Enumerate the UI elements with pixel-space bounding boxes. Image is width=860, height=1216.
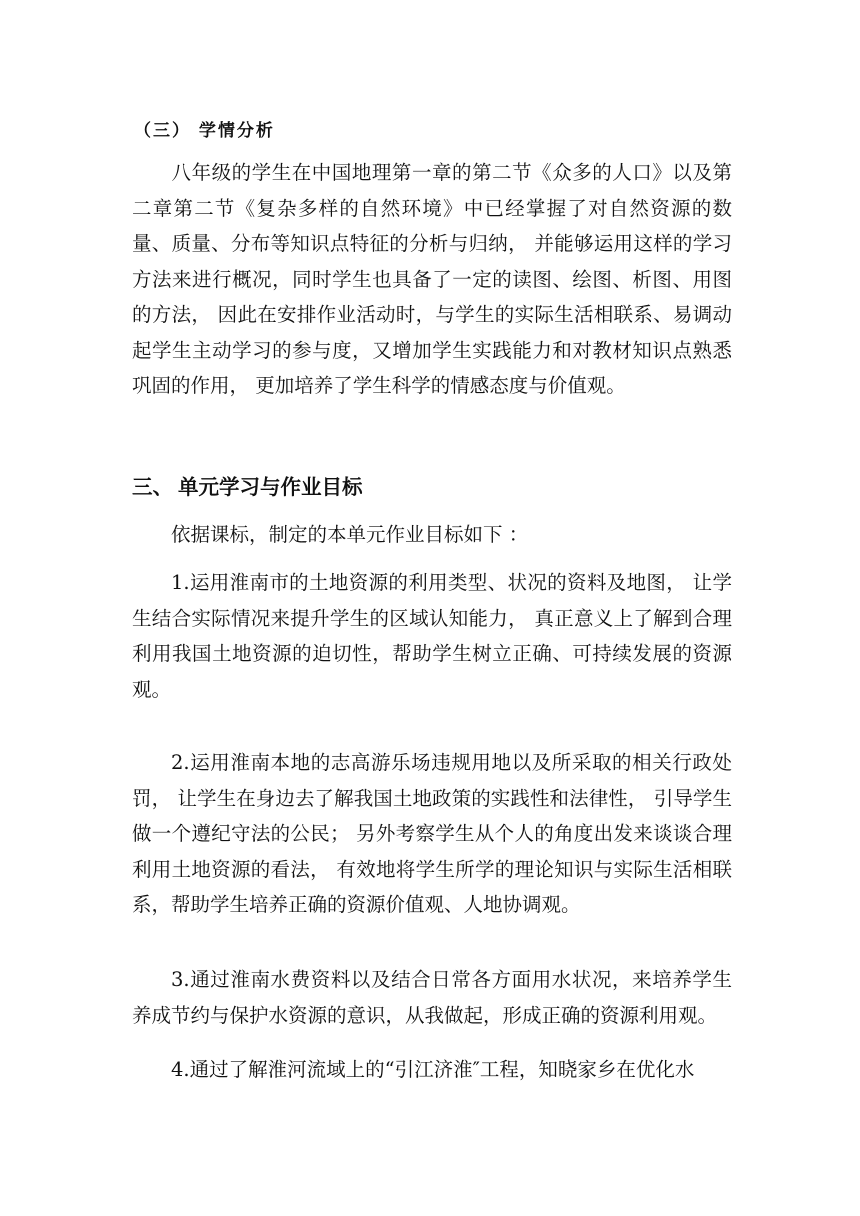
learning-analysis-paragraph: [132, 155, 732, 404]
goal-text-4: 4.通过了解淮河流域上的“引江济淮″工程，知晓家乡在优化水: [171, 1058, 695, 1081]
goal-item-1: [132, 565, 732, 707]
goal-text-3: 3.通过淮南水费资料以及结合日常各方面用水状况，来培养学生养成节约与保护水资源的意识，从我做起，形成正确的资源利用观。: [132, 968, 732, 1027]
section-title: 单元学习与作业目标: [178, 475, 363, 499]
section-heading-goals: [132, 470, 363, 500]
goal-item-3: [132, 962, 732, 1033]
goal-item-2: [132, 745, 732, 923]
section-number: 三、: [132, 475, 173, 499]
goal-text-2: 2.运用淮南本地的志高游乐场违规用地以及所采取的相关行政处罚， 让学生在身边去了解我国土地政策的实践性和法律性， 引导学生做一个遵纪守法的公民； 另外考察学生从个人的角度出发来谈谈合理利用土地资源的看法， 有效地将学生所学的理论知识与实际生活相联系，帮助学生培养正确的资源价值观、人地协调观。: [132, 751, 732, 916]
goals-intro-text: 依据课标，制定的本单元作业目标如下 ：: [171, 523, 529, 546]
section-heading-learning-analysis: （三） 学情分析: [134, 121, 275, 141]
goal-item-4: [132, 1052, 732, 1088]
goal-text-1: 1.运用淮南市的土地资源的利用类型、状况的资料及地图， 让学生结合实际情况来提升学生的区域认知能力， 真正意义上了解到合理利用我国土地资源的迫切性，帮助学生树立正确、可持续发展的资源观。: [132, 571, 732, 701]
learning-analysis-text: 八年级的学生在中国地理第一章的第二节《众多的人口》以及第二章第二节《复杂多样的自然环境》中已经掌握了对自然资源的数量、质量、分布等知识点特征的分析与归纳， 并能够运用这样的学习方法来进行概况，同时学生也具备了一定的读图、绘图、析图、用图的方法， 因此在安排作业活动时，与学生的实际生活相联系、易调动起学生主动学习的参与度，又增加学生实践能力和对教材知识点熟悉巩固的作用， 更加培养了学生科学的情感态度与价值观。: [132, 161, 732, 397]
goals-intro-paragraph: [132, 517, 732, 553]
